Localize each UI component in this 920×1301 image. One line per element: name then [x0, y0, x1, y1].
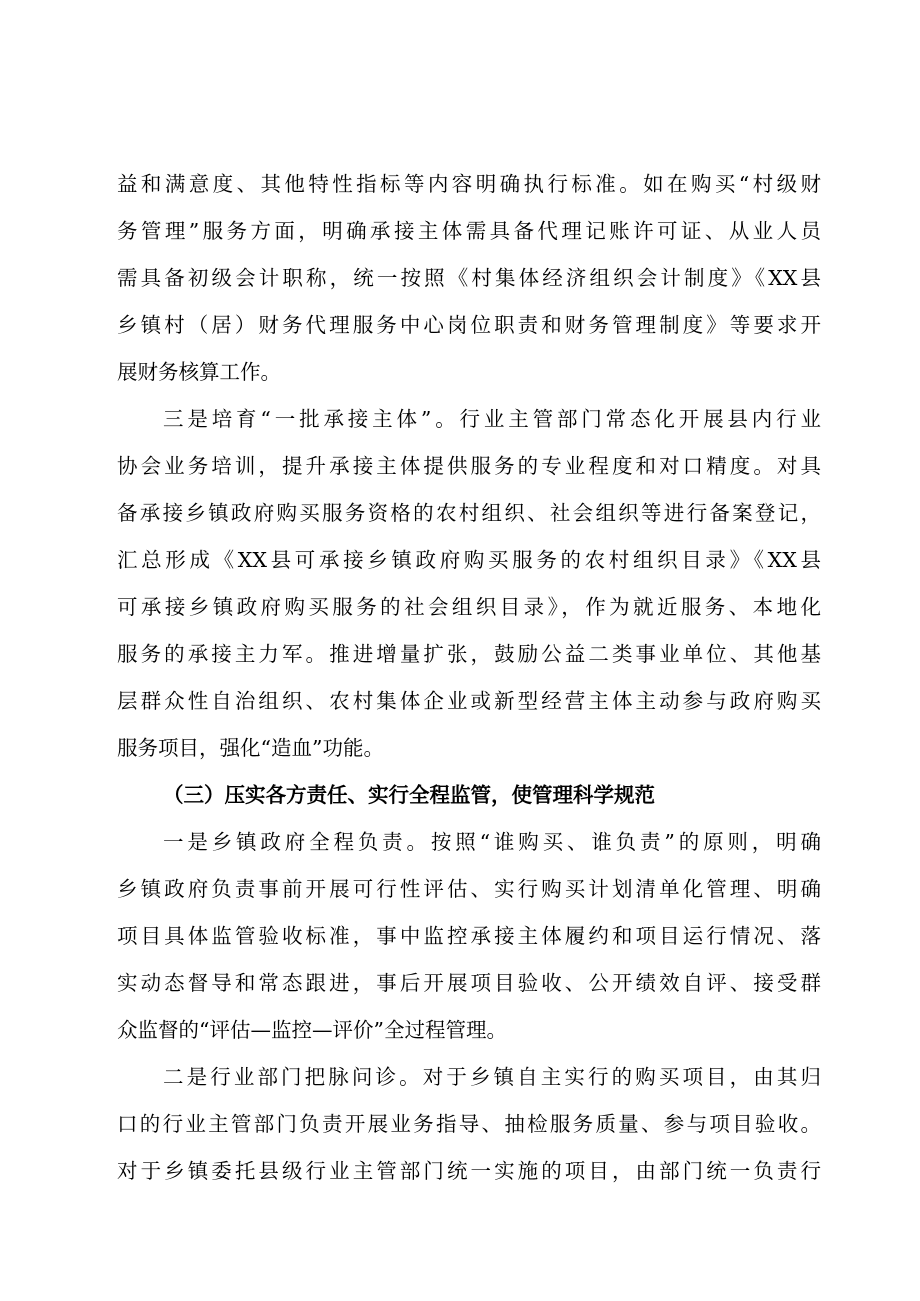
text-line: 服务的承接主力军。推进增量扩张，鼓励公益二类事业单位、其他基: [117, 642, 821, 666]
text-line: 可承接乡镇政府购买服务的社会组织目录》，作为就近服务、本地化: [117, 595, 821, 619]
text-line: 备承接乡镇政府购买服务资格的农村组织、社会组织等进行备案登记，: [117, 501, 821, 525]
text-line: 展财务核算工作。: [117, 360, 281, 384]
text-line: 协会业务培训，提升承接主体提供服务的专业程度和对口精度。对具: [117, 454, 821, 478]
text-line: 项目具体监管验收标准，事中监控承接主体履约和项目运行情况、落: [117, 924, 821, 948]
section-heading: （三）压实各方责任、实行全程监管，使管理科学规范: [163, 783, 655, 807]
text-line: 众监督的“评估—监控—评价”全过程管理。: [117, 1018, 507, 1042]
text-line: 乡镇村（居）财务代理服务中心岗位职责和财务管理制度》等要求开: [117, 313, 821, 337]
text-line: 三是培育“一批承接主体”。行业主管部门常态化开展县内行业: [163, 407, 821, 431]
text-line: 二是行业部门把脉问诊。对于乡镇自主实行的购买项目，由其归: [163, 1065, 821, 1089]
text-line: 一是乡镇政府全程负责。按照“谁购买、谁负责”的原则，明确: [163, 830, 821, 854]
text-line: 对于乡镇委托县级行业主管部门统一实施的项目，由部门统一负责行: [117, 1159, 821, 1183]
text-line: 务管理”服务方面，明确承接主体需具备代理记账许可证、从业人员: [117, 219, 821, 243]
text-line: 益和满意度、其他特性指标等内容明确执行标准。如在购买“村级财: [117, 172, 821, 196]
text-line: 层群众性自治组织、农村集体企业或新型经营主体主动参与政府购买: [117, 689, 821, 713]
text-line: 口的行业主管部门负责开展业务指导、抽检服务质量、参与项目验收。: [117, 1112, 821, 1136]
text-line: 乡镇政府负责事前开展可行性评估、实行购买计划清单化管理、明确: [117, 877, 821, 901]
text-line: 需具备初级会计职称，统一按照《村集体经济组织会计制度》《XX县: [117, 266, 821, 290]
text-line: 实动态督导和常态跟进，事后开展项目验收、公开绩效自评、接受群: [117, 971, 821, 995]
text-line: 服务项目，强化“造血”功能。: [117, 736, 384, 760]
text-line: 汇总形成《XX县可承接乡镇政府购买服务的农村组织目录》《XX县: [117, 548, 821, 572]
